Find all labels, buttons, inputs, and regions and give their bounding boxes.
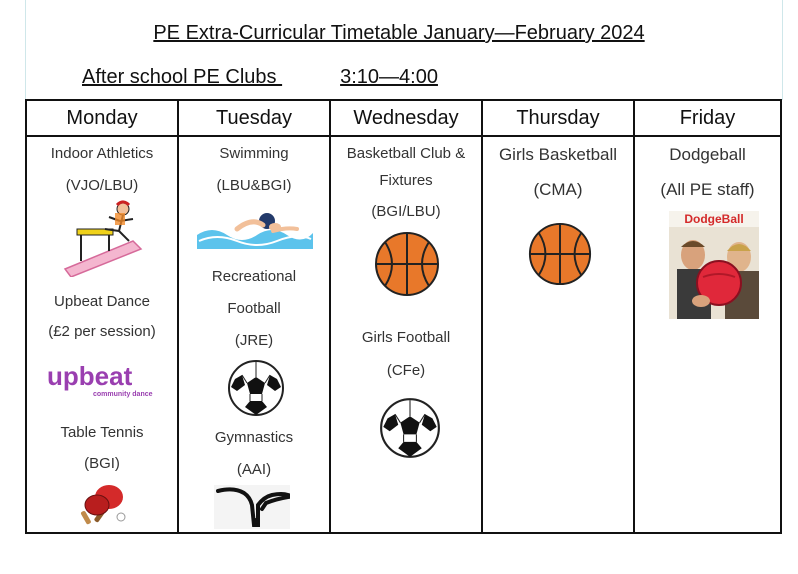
tuesday-column [179, 137, 331, 532]
ping-pong-paddles-icon [77, 483, 133, 527]
page-guide-left [25, 0, 26, 100]
friday-column [635, 137, 780, 532]
day-header-wednesday: Wednesday [331, 101, 483, 137]
tuesday-activity-2-line-2: Football [227, 300, 281, 317]
dodgeball-poster [669, 211, 759, 319]
wednesday-staff-1: (BGI/LBU) [371, 203, 441, 220]
athletics-hurdles-icon [63, 199, 147, 277]
upbeat-logo-text: upbeat [47, 361, 133, 391]
monday-staff-2: (£2 per session) [48, 323, 156, 340]
monday-staff-1: (VJO/LBU) [65, 177, 139, 194]
day-header-friday: Friday [635, 101, 780, 137]
wednesday-activity-1-line-1: Basketball Club & [346, 145, 466, 162]
tuesday-activity-2-line-1: Recreational [211, 268, 297, 285]
subtitle-label: After school PE Clubs [82, 66, 283, 88]
swimmer-icon [197, 207, 313, 249]
soccer-ball-icon [379, 397, 441, 459]
monday-activity-1: Indoor Athletics [50, 145, 154, 162]
basketball-icon [373, 230, 441, 298]
upbeat-logo-tagline: community dance [93, 391, 153, 398]
tuesday-activity-1: Swimming [219, 145, 289, 162]
monday-activity-2: Upbeat Dance [54, 293, 150, 310]
monday-activity-3: Table Tennis [60, 424, 144, 441]
monday-column [27, 137, 179, 532]
wednesday-activity-2: Girls Football [361, 329, 451, 346]
wednesday-activity-1-line-2: Fixtures [379, 172, 433, 189]
friday-staff-1: (All PE staff) [660, 180, 755, 199]
day-header-monday: Monday [27, 101, 179, 137]
timetable [25, 99, 782, 534]
page-guide-right [782, 0, 783, 100]
monday-staff-3: (BGI) [84, 455, 120, 472]
page-title: PE Extra-Curricular Timetable January—February 2024 [153, 22, 645, 44]
thursday-column [483, 137, 635, 532]
basketball-icon [527, 221, 593, 287]
wednesday-staff-2: (CFe) [386, 362, 426, 379]
day-header-thursday: Thursday [483, 101, 635, 137]
dodgeball-poster-title: DodgeBall [684, 212, 744, 226]
tuesday-staff-2: (JRE) [234, 332, 274, 349]
day-header-tuesday: Tuesday [179, 101, 331, 137]
upbeat-logo [43, 361, 165, 401]
thursday-activity-1: Girls Basketball [498, 145, 618, 164]
subtitle-time: 3:10—4:00 [340, 66, 438, 88]
soccer-ball-icon [227, 359, 285, 417]
gymnast-silhouette-icon [214, 485, 290, 529]
tuesday-staff-1: (LBU&BGI) [216, 177, 292, 194]
tuesday-activity-3: Gymnastics [214, 429, 294, 446]
wednesday-column [331, 137, 483, 532]
thursday-staff-1: (CMA) [533, 180, 583, 199]
friday-activity-1: Dodgeball [669, 145, 746, 164]
tuesday-staff-3: (AAI) [236, 461, 272, 478]
subtitle [82, 66, 438, 89]
